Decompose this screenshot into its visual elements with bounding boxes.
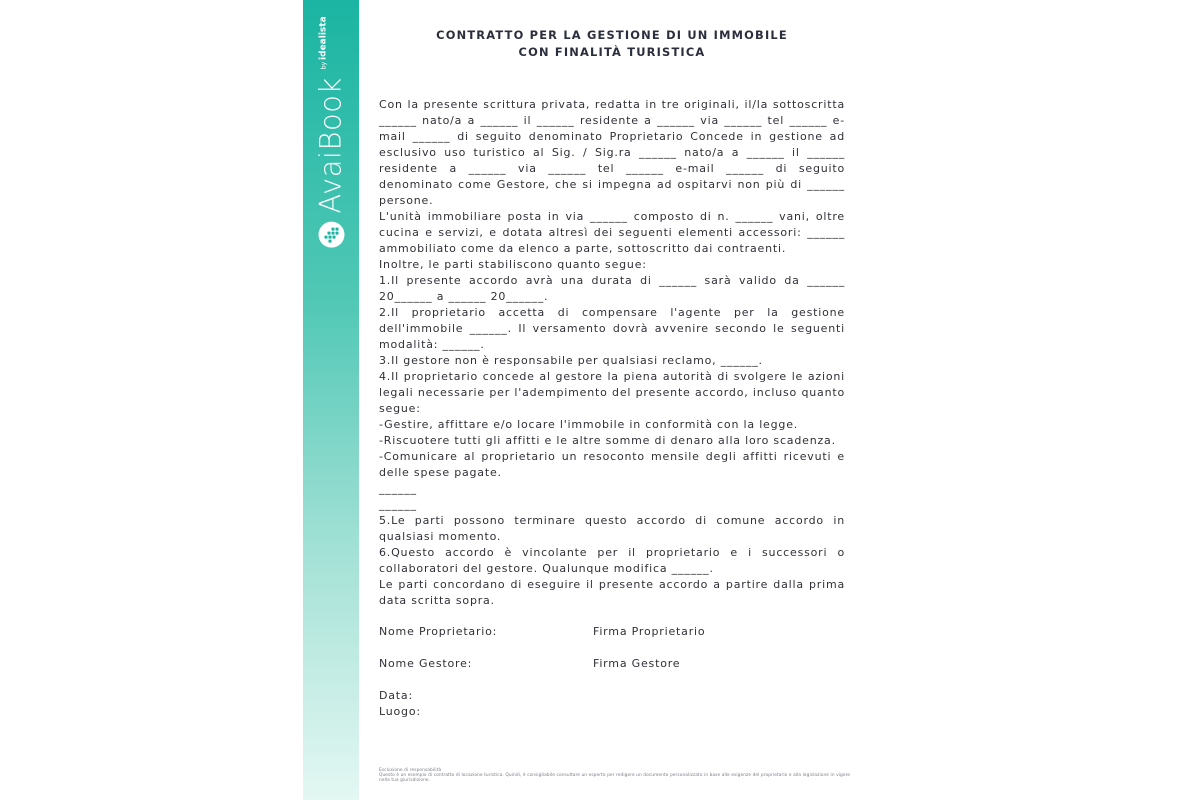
owner-name-label: Nome Proprietario:	[379, 625, 498, 638]
brand-sidebar	[303, 0, 359, 800]
contract-clause: 3.Il gestore non è responsabile per qualsiasi reclamo, ______.	[379, 354, 763, 367]
date-row	[379, 689, 845, 705]
signature-row-owner	[379, 625, 845, 641]
contract-blank-line: ______	[379, 498, 417, 511]
contract-paragraph: L'unità immobiliare posta in via ______ composto di n. ______ vani, oltre cucina e servizi, e dotata altresì dei seguenti elementi accessori: ______ ammobiliato come da elenco a parte, sottoscritto dai contraenti.	[379, 210, 845, 255]
contract-page	[303, 0, 897, 800]
manager-name-label: Nome Gestore:	[379, 657, 473, 670]
disclaimer	[379, 768, 859, 783]
disclaimer-heading: Esclusione di responsabilità	[379, 768, 442, 773]
contract-clause: 2.Il proprietario accetta di compensare l'agente per la gestione dell'immobile ______. Il versamento dovrà avvenire secondo le seguenti modalità: ______.	[379, 306, 845, 351]
manager-signature-label: Firma Gestore	[593, 657, 681, 670]
contract-title-line: CON FINALITÀ TURISTICA	[518, 45, 706, 59]
contract-blank-line: ______	[379, 482, 417, 495]
disclaimer-text: Questo è un esempio di contratto di locazione turistica. Quindi, è consigliabile consultare un esperto per redigere un documento personalizzato in base alle esigenze del proprietario e alla legislazione in vigore nella tua giurisdizione.	[379, 773, 851, 783]
place-label: Luogo:	[379, 705, 421, 718]
brand-logo-group	[313, 16, 348, 247]
contract-paragraph: Inoltre, le parti stabiliscono quanto segue:	[379, 258, 647, 271]
contract-clause: 4.Il proprietario concede al gestore la piena autorità di svolgere le azioni legali necessarie per l'adempimento del presente accordo, incluso quanto segue:	[379, 370, 845, 415]
place-row	[379, 705, 845, 721]
availability-grid-icon	[318, 222, 344, 248]
contract-clause: 6.Questo accordo è vincolante per il proprietario e i successori o collaboratori del gestore. Qualunque modifica ______.	[379, 546, 845, 575]
date-label: Data:	[379, 689, 413, 702]
contract-list-item: -Riscuotere tutti gli affitti e le altre somme di denaro alla loro scadenza.	[379, 434, 836, 447]
contract-content	[379, 0, 845, 721]
contract-title-line: CONTRATTO PER LA GESTIONE DI UN IMMOBILE	[436, 28, 788, 42]
owner-signature-label: Firma Proprietario	[593, 625, 706, 638]
contract-paragraph: Le parti concordano di eseguire il presente accordo a partire dalla prima data scritta sopra.	[379, 578, 845, 607]
contract-title	[379, 27, 845, 61]
contract-body	[379, 97, 845, 609]
contract-paragraph: Con la presente scrittura privata, redatta in tre originali, il/la sottoscritta ______ nato/a a ______ il ______ residente a ______ via ______ tel ______ e-mail ______ di seguito denominato Proprietario Concede in gestione ad esclusivo uso turistico al Sig. / Sig.ra ______ nato/a a ______ il ______ residente a ______ via ______ tel ______ e-mail ______ di seguito denominato come Gestore, che si impegna ad ospitarvi non più di ______ persone.	[379, 98, 845, 207]
contract-clause: 1.Il presente accordo avrà una durata di ______ sarà valido da ______ 20______ a ______ 20______.	[379, 274, 845, 303]
signature-row-manager	[379, 657, 845, 673]
brand-name: AvaiBook	[313, 77, 348, 214]
signature-block	[379, 625, 845, 721]
contract-clause: 5.Le parti possono terminare questo accordo di comune accordo in qualsiasi momento.	[379, 514, 845, 543]
brand-by: by	[320, 61, 328, 70]
contract-list-item: -Gestire, affittare e/o locare l'immobile in conformità con la legge.	[379, 418, 799, 431]
brand-partner-name: idealista	[318, 16, 329, 60]
brand-partner	[319, 16, 329, 69]
contract-list-item: -Comunicare al proprietario un resoconto mensile degli affitti ricevuti e delle spese pagate.	[379, 450, 845, 479]
